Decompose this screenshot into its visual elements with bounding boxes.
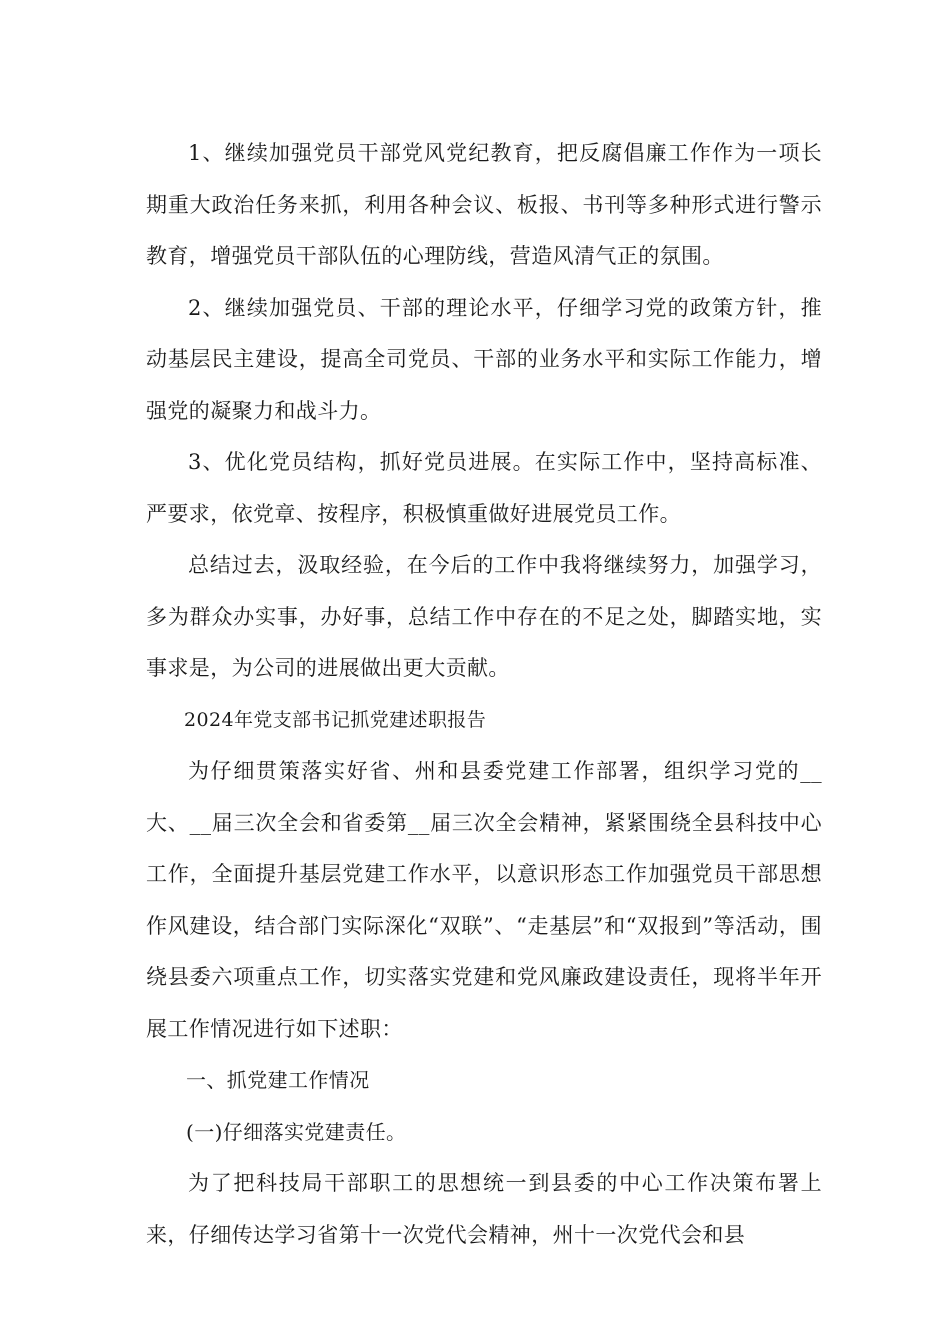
paragraph-summary: 总结过去，汲取经验，在今后的工作中我将继续努力，加强学习，多为群众办实事，办好事，总结工作中存在的不足之处，脚踏实地，实事求是，为公司的进展做出更大贡献。 bbox=[146, 553, 822, 680]
paragraph-item-1: 1、继续加强党员干部党风党纪教育，把反腐倡廉工作作为一项长期重大政治任务来抓，利用各种会议、板报、书刊等多种形式进行警示教育，增强党员干部队伍的心理防线，营造风清气正的氛围。 bbox=[146, 141, 822, 268]
document-body bbox=[146, 128, 822, 1261]
subsection-heading: (一)仔细落实党建责任。 bbox=[186, 1119, 407, 1144]
paragraph-intro: 为仔细贯策落实好省、州和县委党建工作部署，组织学习党的__大、__届三次全会和省委第__届三次全会精神，紧紧围绕全县科技中心工作，全面提升基层党建工作水平，以意识形态工作加强党员干部思想作风建设，结合部门实际深化“双联”、“走基层”和“双报到”等活动，围绕县委六项重点工作，切实落实党建和党风廉政建设责任，现将半年开展工作情况进行如下述职： bbox=[146, 759, 822, 1041]
paragraph-item-3: 3、优化党员结构，抓好党员进展。在实际工作中，坚持高标准、严要求，依党章、按程序，积极慎重做好进展党员工作。 bbox=[146, 450, 822, 526]
paragraph-item-2: 2、继续加强党员、干部的理论水平，仔细学习党的政策方针，推动基层民主建设，提高全司党员、干部的业务水平和实际工作能力，增强党的凝聚力和战斗力。 bbox=[146, 295, 822, 423]
report-title: 2024年党支部书记抓党建述职报告 bbox=[184, 708, 487, 731]
section-heading: 一、抓党建工作情况 bbox=[186, 1068, 370, 1092]
paragraph-body: 为了把科技局干部职工的思想统一到县委的中心工作决策布署上来，仔细传达学习省第十一次党代会精神，州十一次党代会和县 bbox=[146, 1171, 822, 1247]
